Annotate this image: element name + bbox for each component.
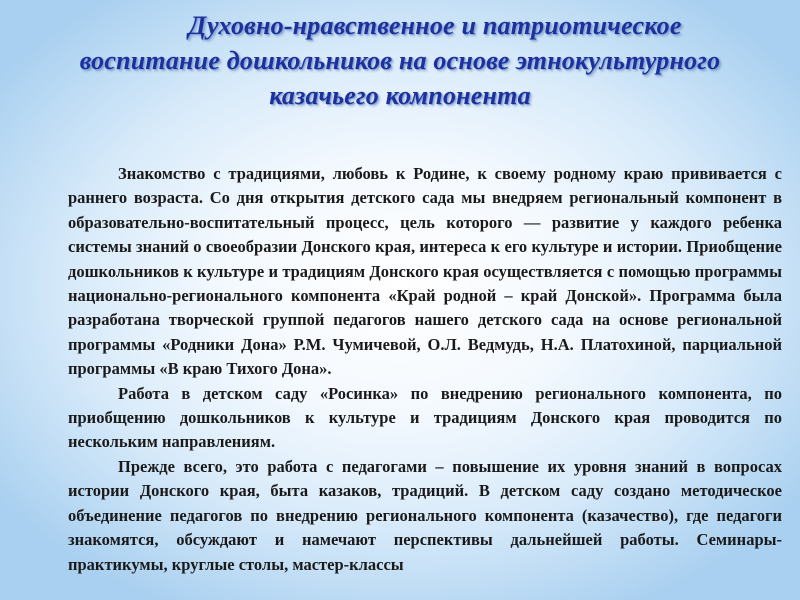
slide-body [68,162,782,577]
slide-title-line: казачьего компонента [269,81,531,110]
slide-title-line: воспитание дошкольников на основе этнокультурного [79,46,721,75]
slide-title [20,8,780,113]
slide-title-line: Духовно-нравственное и патриотическое [188,11,682,40]
body-paragraph: Знакомство с традициями, любовь к Родине, к своему родному краю прививается с раннего возраста. Со дня открытия детского сада мы внедряем региональный компонент в образовательно-воспитательный процесс, цель которого — развитие у каждого ребенка системы знаний о своеобразии Донского края, интереса к его культуре и истории. Приобщение дошкольников к культуре и традициям Донского края осуществляется с помощью программы национально-регионального компонента «Край родной – край Донской». Программа была разработана творческой группой педагогов нашего детского сада на основе региональной программы «Родники Дона» Р.М. Чумичевой, О.Л. Ведмудь, Н.А. Платохиной, парциальной программы «В краю Тихого Дона». [68,164,782,379]
body-paragraph: Работа в детском саду «Росинка» по внедрению регионального компонента, по приобщению дошкольников к культуре и традициям Донского края проводится по нескольким направлениям. [68,383,782,452]
body-paragraph: Прежде всего, это работа с педагогами – повышение их уровня знаний в вопросах истории Донского края, быта казаков, традиций. В детском саду создано методическое объединение педагогов по внедрению регионального компонента (казачество), где педагоги знакомятся, обсуждают и намечают перспективы дальнейшей работы. Семинары-практикумы, круглые столы, мастер-классы [68,456,782,574]
